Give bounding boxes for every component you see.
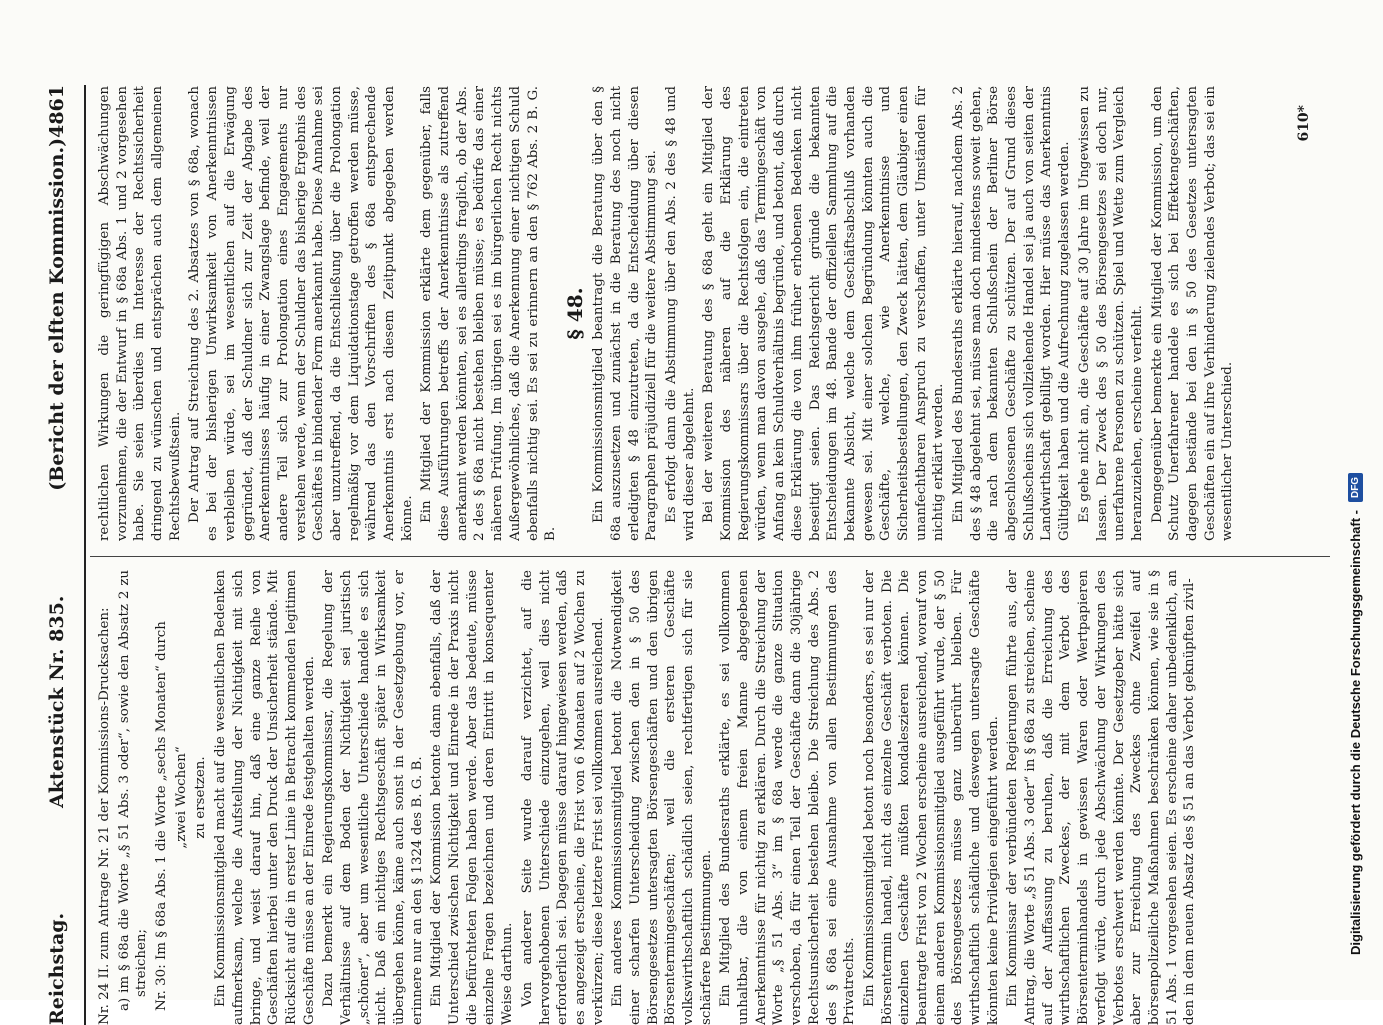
page-number: 4861 xyxy=(46,85,68,138)
paragraph: Demgegenüber bemerkte ein Mitglied der Kommission, um den Schutz Unerfahrener handele es sich bei Effektengeschäften, dagegen bestände bei den in § 50 des Gesetzes untersagten Geschäften ein auf ihre Verhinderung zielendes Verbot; das sei ein wesentlicher Unterschied. xyxy=(1149,86,1236,541)
dfg-logo: DFG xyxy=(1348,473,1363,502)
paragraph: Ein Kommissar der verbündeten Regierungen führte aus, der Antrag, die Worte „§ 51 Abs. 3 oder“ in § 68a zu streichen, scheine auf der Auffassung zu beruhen, daß die Erreichung des wirthschaftlichen Zweckes, der mit dem Verbot des Börsenterminhandels in gewissen Waren oder Wertpapieren verfolgt würde, durch jede Abschwächung der Wirkungen des Verbotes erschwert werden könnte. Der Gesetzgeber hätte sich aber zur Erreichung des Zweckes ohne Zweifel auf börsenpolizeiliche Maßnahmen beschränken können, wie sie in § 51 Abs. 1 vorgesehen seien. Es erscheine daher unbedenklich, an den in dem neuen Absatz des § 51 an das Verbot geknüpften zivil- xyxy=(1005,570,1198,1025)
paragraph: Ein Kommissionsmitglied macht auf die wesentlichen Bedenken aufmerksam, welche die Aufstellung der Nichtigkeit mit sich bringe, und weist darauf hin, daß eine ganze Reihe von Geschäften hierbei unter den Druck der Unsicherheit stände. Mit Rücksicht auf die in erster Linie in Betracht kommenden legitimen Geschäfte müsse an der Einrede festgehalten werden. xyxy=(213,570,317,1025)
right-column xyxy=(96,86,1331,541)
header-middle: Aktenstück Nr. 835. xyxy=(46,595,68,808)
digitization-text: Digitalisierung gefördert durch die Deutsche Forschungsgemeinschaft - xyxy=(1347,510,1363,955)
paragraph: Es erfolgt dann die Abstimmung über den Abs. 2 des § 48 und wird dieser abgelehnt. xyxy=(664,86,697,541)
paragraph: Von anderer Seite wurde darauf verzichtet, auf die hervorgehobenen Unterschiede einzugehen, weil dies nicht erforderlich sei. Dagegen müsse darauf hingewiesen werden, daß es angezeigt erscheine, die Frist von 6 Monaten auf 2 Wochen zu verkürzen; diese letztere Frist sei vollkommen ausreichend. xyxy=(519,570,606,1025)
paragraph: Nr. 30: Im § 68a Abs. 1 die Worte „sechs Monaten“ durch xyxy=(154,621,170,1011)
digitization-note xyxy=(1340,0,1370,955)
document-page xyxy=(46,85,1336,1025)
page-header xyxy=(46,85,76,1025)
paragraph: Ein Kommissionsmitglied beantragt die Beratung über den § 68a auszusetzen und zunächst in die Beratung des noch nicht erledigten § 48 einzutreten, da die Entscheidung über diesen Paragraphen präjudiziell für die weitere Abstimmung sei. xyxy=(591,86,660,541)
paragraph: a) im § 68a die Worte „§ 51 Abs. 3 oder“, sowie den Absatz 2 zu streichen; xyxy=(116,570,150,1011)
paragraph: Nr. 24 II. zum Antrage Nr. 21 der Kommissions-Drucksachen: xyxy=(97,607,112,1025)
header-rule xyxy=(84,85,86,1025)
paragraph: Bei der weiteren Beratung des § 68a geht ein Mitglied der Kommission des näheren auf die Erklärung des Regierungskommissars über die Rechtsfolgen ein, die eintreten würden, wenn man davon ausgehe, daß das Termingeschäft von Anfang an kein Schuldverhältnis begründe, und betont, daß durch diese Erklärung die von ihm früher erhobenen Bedenken nicht beseitigt seien. Das Reichsgericht gründe die bekannten Entscheidungen im 48. Bande der offiziellen Sammlung auf die bekannte Absicht, welche dem Geschäftsabschluß vorhanden gewesen sei. Mit einer solchen Begründung könnten auch die Geschäfte, welche, wie Anerkenntnisse und Sicherheitsbestellungen, den Zweck hätten, dem Gläubiger einen unanfechtbaren Anspruch zu verschaffen, unter Umständen für nichtig erklärt werden. xyxy=(701,86,947,541)
paragraph: Ein Mitglied der Kommission betonte dann ebenfalls, daß der Unterschied zwischen Nichtigkeit und Einrede in der Praxis nicht die befürchteten Folgen haben werde. Aber das bedeute, müsse einzelne Fragen bezeichnen und deren Eintritt in konsequenter Weise darthun. xyxy=(429,570,516,1025)
paragraph: rechtlichen Wirkungen die geringfügigen Abschwächungen vorzunehmen, die der Entwurf in § 68a Abs. 1 und 2 vorgesehen habe. Sie seien überdies im Interesse der Rechtssicherheit dringend zu wünschen und entsprächen auch dem allgemeinen Rechtsbewußtsein. xyxy=(97,86,183,541)
paragraph: Ein Kommissionsmitglied betont noch besonders, es sei nur der Börsentermin handel, nicht das einzelne Geschäft verboten. Die einzelnen Geschäfte müßten kondaleszieren können. Die beantragte Frist von 2 Wochen erscheine ausreichend, worauf von einem anderen Kommissionsmitglied ausgeführt wurde, der § 50 des Börsengesetzes müsse ganz unberührt bleiben. Für wirthschaftlich schädliche und deswegen untersagte Geschäfte könnten keine Privilegien eingeführt werden. xyxy=(861,570,1001,1025)
paragraph: Ein Mitglied der Kommission erklärte dem gegenüber, falls diese Ausführungen betreffs der Anerkenntnisse als zutreffend anerkannt werden könnten, sei es allerdings fraglich, ob der Abs. 2 des § 68a nicht bestehen bleiben müsse; es bedürfe das einer näheren Prüfung. Im übrigen sei es im bürgerlichen Recht nichts Außergewöhnliches, daß die Anerkennung einer nichtigen Schuld ebenfalls nichtig sei. Es sei zu erinnern an den § 762 Abs. 2 B. G. B. xyxy=(419,86,559,541)
paragraph: „zwei Wochen“ xyxy=(173,746,189,849)
footer-signature: 610* xyxy=(1296,105,1312,142)
column-divider xyxy=(90,556,1330,557)
paragraph: Ein Mitglied des Bundesraths erklärte hierauf, nachdem Abs. 2 des § 48 abgelehnt sei, müsse man doch mindestens soweit gehen, die nach dem bekannten Schlußschein der Berliner Börse abgeschlossenen Geschäfte zu schützen. Der auf Grund dieses Schlußscheins sich vollziehende Handel sei ja auch von seiten der Landwirthschaft gebilligt worden. Hier müsse das Anerkenntnis Gültigkeit haben und die Aufrechnung zugelassen werden. xyxy=(951,86,1073,541)
paragraph: Ein Mitglied des Bundesraths erklärte, es sei vollkommen unhaltbar, die von einem freien Manne abgegebenen Anerkenntnisse für nichtig zu erklären. Durch die Streichung der Worte „§ 51 Abs. 3“ im § 68a werde die ganze Situation verschoben, da für einen Teil der Geschäfte dann die 30jährige Rechtsunsicherheit bestehen bleibe. Die Streichung des Abs. 2 des § 68a sei eine Ausnahme von allen Bestimmungen des Privatrechts. xyxy=(718,570,858,1025)
left-column xyxy=(96,570,1331,1025)
paragraph: Dazu bemerkt ein Regierungskommissar, die Regelung der Verhältnisse auf dem Boden der Nichtigkeit sei juristisch „schöner“, aber um wesentliche Unterschiede handele es sich nicht. Daß ein nichtiges Rechtsgeschäft später in Wirksamkeit übergehen könne, käme auch sonst in der Gesetzgebung vor, er erinnere nur an den § 1324 des B. G. B. xyxy=(321,570,425,1025)
section-heading: § 48. xyxy=(562,287,587,340)
paragraph: Der Antrag auf Streichung des 2. Absatzes von § 68a, wonach es bei der bisherigen Unwirksamkeit von Anerkenntnissen verbleiben würde, sei im wesentlichen auf die Erwägung gegründet, daß der Schuldner sich zur Zeit der Abgabe des Anerkenntnisses häufig in einer Zwangslage befinde, weil der andere Teil sich zur Prolongation eines Engagements nur verstehen werde, wenn der Schuldner das bisherige Ergebnis des Geschäftes in bindender Form anerkannt habe. Diese Annahme sei aber unzutreffend, da die Entschließung über die Prolongation regelmäßig vor dem Liquidationstage getroffen werden müsse, während das den Vorschriften des § 68a entsprechende Anerkenntnis erst nach diesem Zeitpunkt abgegeben werden könne. xyxy=(187,86,415,541)
paragraph: Es gehe nicht an, die Geschäfte auf 30 Jahre im Ungewissen zu lassen. Der Zweck des § 50 des Börsengesetzes sei doch nur, unerfahrene Personen zu schützen. Spiel und Wette zum Vergleich heranzuziehen, erscheine verfehlt. xyxy=(1076,86,1145,541)
paragraph: Ein anderes Kommissionsmitglied betont die Notwendigkeit einer scharfen Unterscheidung zwischen den in § 50 des Börsengesetzes untersagten Börsengeschäften und den übrigen Börsentermingeschäften; weil die ersteren Geschäfte volkswirthschaftlich schädlich seien, rechtfertigen sich für sie schärfere Bestimmungen. xyxy=(610,570,714,1025)
paragraph: zu ersetzen. xyxy=(193,756,209,839)
header-right-title: (Bericht der elften Kommission.) xyxy=(46,137,68,491)
header-left: Reichstag. xyxy=(46,912,68,1025)
